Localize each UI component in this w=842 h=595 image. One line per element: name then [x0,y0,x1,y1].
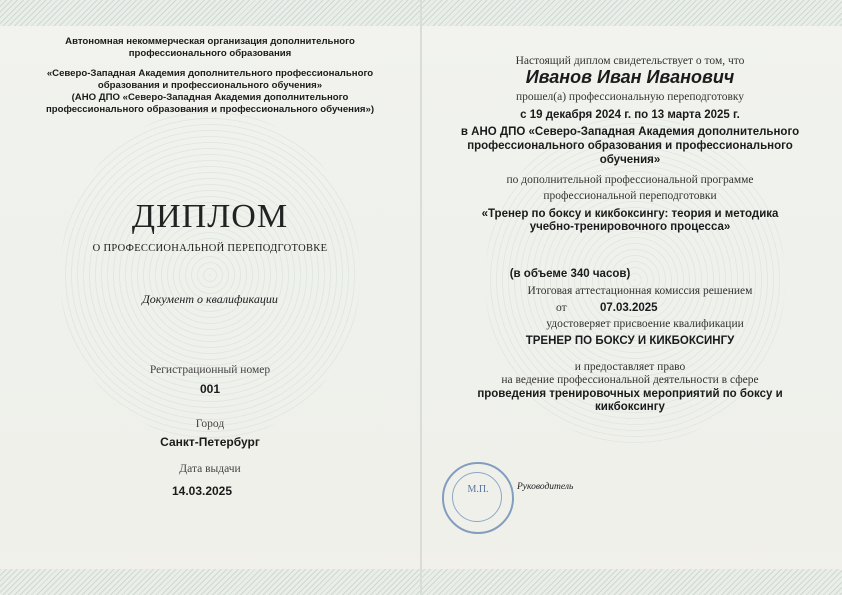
provider-line-3: обучения» [599,154,661,166]
program-line-2: профессиональной переподготовки [543,190,717,202]
qualification-doc-label: Документ о квалификации [142,292,278,306]
org-line-1: Автономная некоммерческая организация дополнительного [65,36,355,47]
from-label: от [556,302,567,314]
org-line-6: профессионального образования и профессионального обучения») [45,104,375,115]
decision-date: 07.03.2025 [600,302,658,314]
grants-text: и предоставляет право [574,361,686,373]
issuer-org-block [20,36,400,60]
program-intro [440,172,820,204]
program-volume: (в объеме 340 часов) [509,268,631,280]
provider-org-block [440,125,820,167]
passed-text: прошел(а) профессиональную переподготовку [515,91,745,103]
qualification-title: ТРЕНЕР ПО БОКСУ И КИКБОКСИНГУ [525,335,735,347]
issuer-org-block-2 [20,68,400,116]
activity-field-line-2: кикбоксингу [595,401,665,413]
city-label: Город [195,418,225,430]
stamp-inner-ring [452,472,502,522]
org-line-3: «Северо-Западная Академия дополнительного профессионального [46,68,374,79]
org-line-5: (АНО ДПО «Северо-Западная Академия дополнительного [71,92,349,103]
stamp-seal [442,462,514,534]
program-name-line-1: «Тренер по боксу и кикбоксингу: теория и методика [481,208,779,220]
provider-line-2: профессионального образования и профессионального [467,140,793,152]
program-name [440,208,820,234]
certifies-text: удостоверяет присвоение квалификации [546,318,744,330]
intro-text: Настоящий диплом свидетельствует о том, что [515,55,745,67]
study-period: с 19 декабря 2024 г. по 13 марта 2025 г. [520,109,740,121]
org-line-2: профессионального образования [128,48,292,59]
diploma-subtitle: О ПРОФЕССИОНАЛЬНОЙ ПЕРЕПОДГОТОВКЕ [92,243,328,254]
reg-number-label: Регистрационный номер [149,364,271,376]
recipient-name: Иванов Иван Иванович [525,67,735,87]
activity-text: на ведение профессиональной деятельности в сфере [501,374,759,386]
program-line-1: по дополнительной профессиональной программе [506,174,754,186]
activity-field-line-1: проведения тренировочных мероприятий по боксу и [477,388,783,400]
stamp-label: М.П. [467,484,489,495]
org-line-4: образования и профессионального обучения» [97,80,323,91]
reg-number: 001 [199,382,221,396]
issue-date-label: Дата выдачи [179,463,241,475]
city: Санкт-Петербург [160,435,260,449]
commission-text: Итоговая аттестационная комиссия решением [527,285,753,297]
activity-field [440,388,820,414]
issue-date: 14.03.2025 [171,484,233,498]
signature-label: Руководитель [517,482,574,492]
diploma-title: ДИПЛОМ [131,198,289,235]
program-name-line-2: учебно-тренировочного процесса» [529,221,731,233]
page-fold [420,0,422,595]
provider-line-1: в АНО ДПО «Северо-Западная Академия дополнительного [460,126,800,138]
